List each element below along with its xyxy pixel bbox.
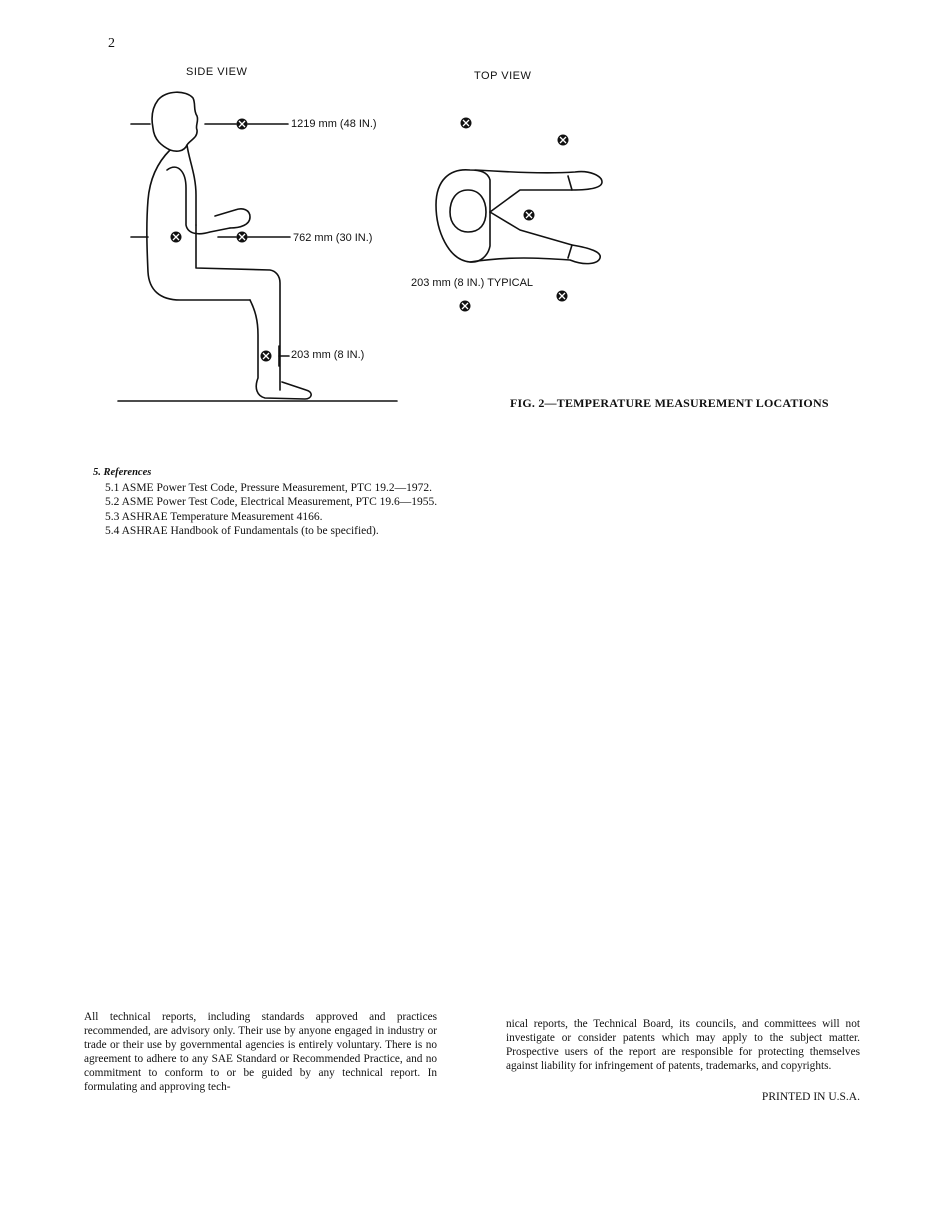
dimension-ankle-height: 203 mm (8 IN.)	[291, 349, 365, 361]
top-view-title: TOP VIEW	[474, 70, 532, 82]
top-view-figure	[436, 170, 602, 264]
reference-item: 5.3 ASHRAE Temperature Measurement 4166.	[105, 510, 323, 523]
printed-in-usa: PRINTED IN U.S.A.	[761, 1091, 860, 1103]
reference-item: 5.2 ASME Power Test Code, Electrical Measurement, PTC 19.6—1955.	[105, 496, 438, 509]
disclaimer-right-column: nical reports, the Technical Board, its councils, and committees will not investigate or consider patents which may apply to the subject matter. Prospective users of the report are responsible for protecting themselves against liability for infringement of patents, trademarks, and copyrights.	[506, 1018, 860, 1073]
page-number: 2	[108, 36, 115, 51]
references-section	[93, 466, 437, 539]
references-heading: 5. References	[93, 467, 152, 478]
figure-caption: FIG. 2—TEMPERATURE MEASUREMENT LOCATIONS	[510, 396, 829, 410]
side-view-title: SIDE VIEW	[186, 66, 248, 78]
dimension-head-height: 1219 mm (48 IN.)	[291, 118, 377, 130]
dimension-top-view-typical: 203 mm (8 IN.) TYPICAL	[411, 277, 534, 289]
reference-item: 5.1 ASME Power Test Code, Pressure Measurement, PTC 19.2—1972.	[105, 481, 433, 494]
reference-item: 5.4 ASHRAE Handbook of Fundamentals (to be specified).	[105, 525, 379, 538]
dimension-torso-height: 762 mm (30 IN.)	[293, 232, 373, 244]
disclaimer-left-column: All technical reports, including standards approved and practices recommended, are advisory only. Their use by anyone engaged in industry or trade or their use by governmental agencies is entirely voluntary. There is no agreement to adhere to any SAE Standard or Recommended Practice, and no commitment to conform to or be guided by any technical report. In formulating and approving tech-	[84, 1011, 437, 1094]
